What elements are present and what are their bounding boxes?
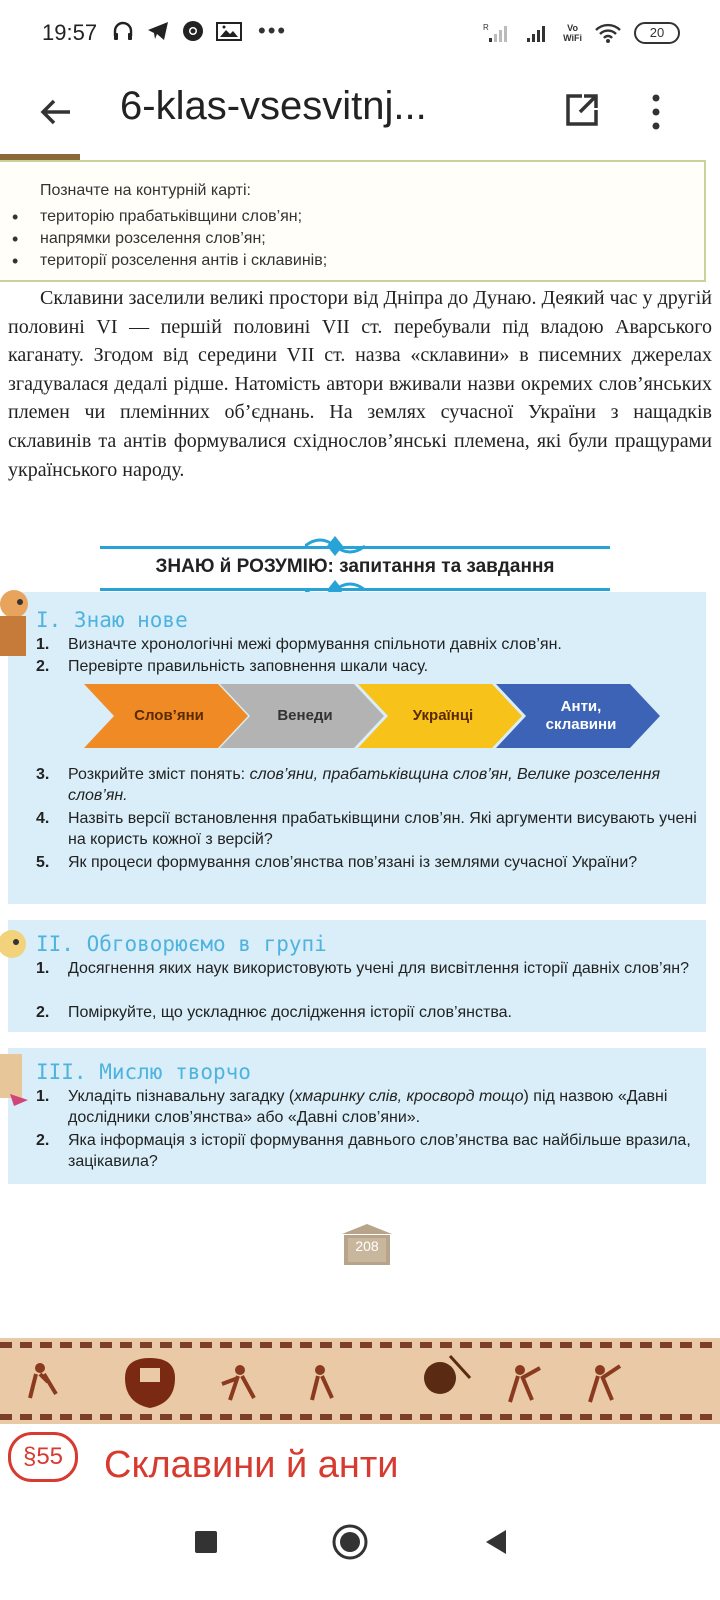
triangle-back-icon[interactable]: [476, 1522, 516, 1562]
ancient-figures-icon: [0, 1348, 720, 1414]
app-bar: [0, 70, 720, 154]
home-circle-icon[interactable]: [330, 1522, 370, 1562]
question-item: 1. Визначте хронологічні межі формування спільноти давніх слов’ян.: [36, 636, 562, 653]
section-title: II. Обговорюємо в групі: [36, 932, 327, 956]
question-box-3: [8, 1048, 706, 1184]
timeline-label: Українці: [412, 707, 474, 724]
timeline-scale: [70, 684, 670, 748]
battery-icon: 20: [634, 22, 680, 44]
headphones-icon: [112, 20, 134, 42]
more-notifications: •••: [258, 18, 288, 43]
square-nav-icon[interactable]: [186, 1522, 226, 1562]
list-item: • територію прабатьківщини слов’ян;: [12, 206, 327, 228]
cartoon-character-icon: [0, 574, 36, 664]
page-number: 208: [338, 1222, 396, 1268]
status-bar: [0, 0, 720, 70]
gallery-icon: [216, 20, 242, 42]
section-badge: §55: [8, 1432, 78, 1482]
telegram-icon: [146, 20, 170, 42]
cartoon-character-icon: [0, 1044, 36, 1114]
back-arrow-icon[interactable]: [36, 92, 76, 132]
next-section-title: Склавини й анти: [104, 1444, 399, 1482]
timeline-label: Венеди: [277, 707, 333, 724]
task-list: [12, 206, 327, 272]
divider: [0, 1414, 720, 1420]
svg-text:R: R: [483, 23, 489, 32]
heading-title: ЗНАЮ й РОЗУМІЮ: запитання та завдання: [155, 556, 555, 577]
wifi-icon: [594, 22, 622, 44]
chrome-icon: [182, 20, 204, 42]
more-vert-icon[interactable]: [646, 90, 666, 134]
list-item: • напрямки розселення слов’ян;: [12, 228, 327, 250]
question-item: 3. Розкрийте зміст понять: слов’яни, прабатьківщина слов’ян, Велике розселення слов’ян.: [36, 766, 660, 804]
question-item: 1. Укладіть пізнавальну загадку (хмаринку слів, кросворд тощо) під назвою «Давні дослідники слов’янства» або «Давні слов’яни».: [36, 1088, 668, 1126]
timeline-label: Слов’яни: [134, 707, 204, 724]
navigation-bar: [0, 1482, 720, 1600]
question-item: 2. Поміркуйте, що ускладнює дослідження історії слов’янства.: [36, 1004, 512, 1021]
cartoon-character-icon: [0, 914, 36, 974]
body-paragraph: Склавини заселили великі простори від Дніпра до Дунаю. Деякий час у другій половині VI — першій половині VII ст. перебували під владою Аварського каганату. Згодом від середини VII ст. назва «склавини» в писемних джерелах згадувалася дедалі рідше. Натомість автори вживали назви окремих слов’янських племен чи племінних об’єднань. На землях сучасної України з нащадків склавинів та антів формувалися східнослов’янські племена, які були пращурами українського народу.: [8, 287, 712, 481]
status-time: 19:57: [42, 20, 98, 45]
section-title: I. Знаю нове: [36, 608, 188, 632]
question-box-2: [8, 920, 706, 1032]
question-item: 2. Яка інформація з історії формування давнього слов’янства вас найбільше вразила, зацікавила?: [36, 1132, 691, 1170]
question-item: 4. Назвіть версії встановлення прабатьківщини слов’ян. Які аргументи висувають учені на користь кожної з версій?: [36, 810, 697, 848]
next-page-preview[interactable]: [0, 1314, 720, 1482]
question-item: 2. Перевірте правильність заповнення шкали часу.: [36, 658, 429, 675]
question-box-1: [8, 592, 706, 904]
timeline-label: Анти, склавини: [545, 698, 617, 733]
signal-icon: [483, 22, 513, 44]
decorative-frieze: [0, 1338, 720, 1424]
open-external-icon[interactable]: [562, 90, 602, 130]
document-title: 6-klas-vsesvitnj...: [120, 84, 427, 128]
list-item: • території розселення антів і склавинів;: [12, 250, 327, 272]
status-system-icons: [483, 22, 680, 44]
question-item: 1. Досягнення яких наук використовують учені для висвітлення історії давніх слов’ян?: [36, 960, 689, 977]
section-title: III. Мислю творчо: [36, 1060, 251, 1084]
signal-icon: [525, 22, 551, 44]
task-intro: Позначте на контурній карті:: [40, 182, 251, 199]
vowifi-indicator: Vo WiFi: [563, 23, 582, 43]
task-box: [0, 160, 706, 282]
status-notification-icons: [112, 20, 287, 42]
document-page[interactable]: [0, 154, 720, 1314]
question-item: 5. Як процеси формування слов’янства пов’язані із землями сучасної України?: [36, 854, 638, 871]
